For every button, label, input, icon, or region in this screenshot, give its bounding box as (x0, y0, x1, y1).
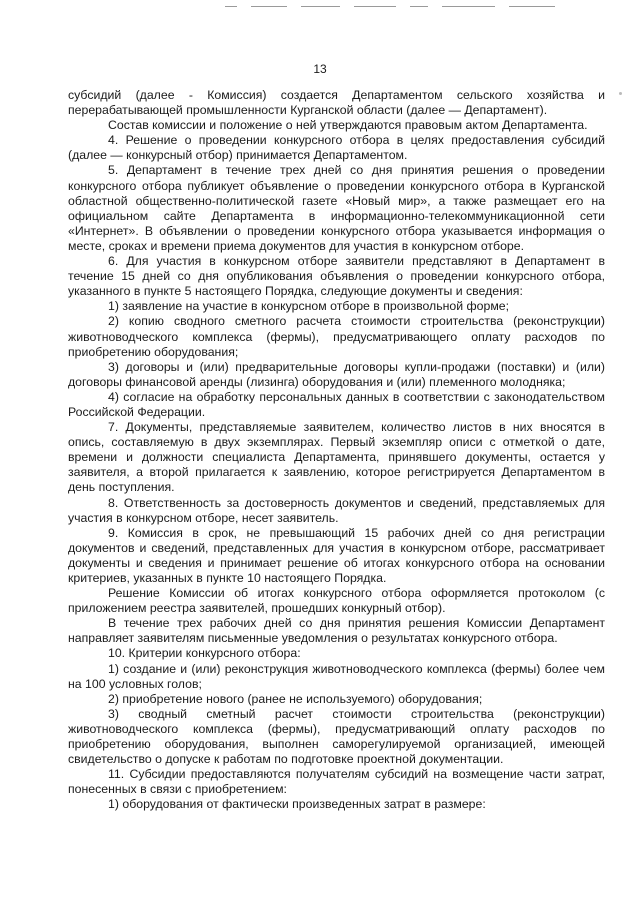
scan-artifact (225, 4, 555, 8)
list-item: 2) приобретение нового (ранее не используемого) оборудования; (108, 691, 483, 706)
paragraph-continuation: субсидий (далее - Комиссия) создается Департаментом сельского хозяйства и перерабатывающей промышленности Курганской области (далее — Департамент). (68, 88, 605, 118)
paragraph-item-11: 11. Субсидии предоставляются получателям субсидий на возмещение части затрат, понесенных в связи с приобретением: (68, 767, 605, 797)
paragraph-item-10: 10. Критерии конкурсного отбора: (108, 646, 301, 661)
list-item: 4) согласие на обработку персональных данных в соответствии с законодательством Российской Федерации. (68, 389, 605, 419)
paragraph: В течение трех рабочих дней со дня принятия решения Комиссии Департамент направляет заявителям письменные уведомления о результатах конкурсного отбора. (68, 616, 605, 646)
list-item: 1) заявление на участие в конкурсном отборе в произвольной форме; (108, 299, 510, 314)
page-number: 13 (313, 62, 327, 76)
paragraph-item-9: 9. Комиссия в срок, не превышающий 15 рабочих дней со дня регистрации документов и сведений, представленных для участия в конкурсном отборе, рассматривает документы и сведения и принимает решение об итогах конкурсного отбора на основании критериев, указанных в пункте 10 настоящего Порядка. (68, 525, 605, 585)
paragraph-item-4: 4. Решение о проведении конкурсного отбора в целях предоставления субсидий (далее — конкурсный отбор) принимается Департаментом. (68, 133, 605, 163)
list-item: 3) сводный сметный расчет стоимости строительства (реконструкции) животноводческого комплекса (фермы), предусматривающий оплату расходов по приобретению оборудования, выполнен саморегулируемой организацией, имеющей свидетельство о допуске к работам по подготовке проектной документации. (68, 706, 605, 767)
paragraph-item-6: 6. Для участия в конкурсном отборе заявители представляют в Департамент в течение 15 дней со дня опубликования объявления о проведении конкурсного отбора, указанного в пункте 5 настоящего Порядка, следующие документы и сведения: (68, 254, 605, 299)
list-item: 3) договоры и (или) предварительные договоры купли-продажи (поставки) и (или) договоры финансовой аренды (лизинга) оборудования и (или) племенного молодняка; (68, 359, 605, 389)
paragraph-item-5: 5. Департамент в течение трех дней со дня принятия решения о проведении конкурсного отбора публикует объявление о проведении конкурсного отбора в Курганской областной общественно-политической газете «Новый мир», а также размещает его на официальном сайте Департамента в информационно-телекоммуникационной сети «Интернет». В объявлении о проведении конкурсного отбора указывается информация о месте, сроках и времени приема документов для участия в конкурсном отборе. (68, 163, 605, 253)
scan-artifact-dot (619, 92, 622, 95)
paragraph: Состав комиссии и положение о ней утверждаются правовым актом Департамента. (108, 118, 588, 133)
paragraph: Решение Комиссии об итогах конкурсного отбора оформляется протоколом (с приложением реестра заявителей, прошедших конкурный отбор). (68, 586, 605, 616)
list-item: 1) создание и (или) реконструкция животноводческого комплекса (фермы) более чем на 100 условных голов; (68, 661, 605, 691)
list-item: 1) оборудования от фактически произведенных затрат в размере: (108, 797, 486, 812)
paragraph-item-8: 8. Ответственность за достоверность документов и сведений, представляемых для участия в конкурсном отборе, несет заявитель. (68, 495, 605, 525)
document-body (68, 88, 605, 813)
paragraph-item-7: 7. Документы, представляемые заявителем, количество листов в них вносятся в опись, составляемую в двух экземплярах. Первый экземпляр описи с отметкой о дате, времени и должности специалиста Департамента, принявшего документы, остается у заявителя, а второй прилагается к заявлению, которое регистрируется Департаментом в день поступления. (68, 420, 605, 495)
list-item: 2) копию сводного сметного расчета стоимости строительства (реконструкции) животноводческого комплекса (фермы), предусматривающего оплату расходов по приобретению оборудования; (68, 314, 605, 359)
